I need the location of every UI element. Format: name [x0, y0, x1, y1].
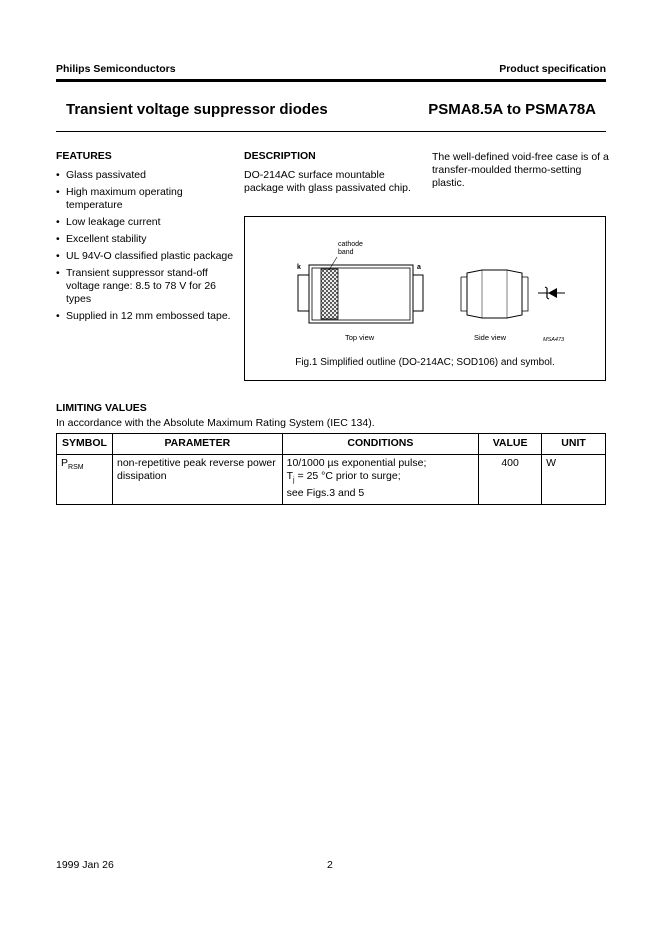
feature-item: • UL 94V-O classified plastic package: [56, 250, 236, 263]
top-view-drawing: [297, 241, 423, 342]
company-name: Philips Semiconductors: [56, 63, 176, 75]
band-label: band: [338, 249, 354, 256]
column-header-value: VALUE: [479, 434, 542, 455]
conditions-cell: [282, 455, 479, 505]
side-view-label: Side view: [474, 333, 507, 342]
table-header-row: [57, 434, 606, 455]
feature-item: • Transient suppressor stand-off voltage range: 8.5 to 78 V for 26 types: [56, 267, 236, 306]
column-header-unit: UNIT: [542, 434, 606, 455]
tj-subscript: j: [293, 477, 295, 485]
feature-item: • Glass passivated: [56, 169, 236, 182]
condition-line: 10/1000 µs exponential pulse;: [286, 457, 427, 469]
column-header-parameter: PARAMETER: [112, 434, 282, 455]
features-section: [56, 150, 236, 327]
value-cell: 400: [479, 455, 542, 505]
table-row: [57, 455, 606, 505]
side-view-drawing: [461, 270, 528, 342]
tj-main: T: [286, 470, 294, 482]
cathode-label: cathode: [338, 241, 363, 248]
symbol-main: P: [61, 457, 69, 469]
description-text: DO-214AC surface mountable package with glass passivated chip.: [244, 169, 411, 194]
diode-symbol-icon: [538, 287, 565, 299]
page-number: 2: [327, 859, 333, 871]
figure-caption: Fig.1 Simplified outline (DO-214AC; SOD106) and symbol.: [295, 357, 555, 368]
feature-item: • Excellent stability: [56, 233, 236, 246]
unit-cell: W: [542, 455, 606, 505]
column-header-conditions: CONDITIONS: [282, 434, 479, 455]
anode-a-label: a: [417, 264, 421, 271]
limiting-values-subheading: In accordance with the Absolute Maximum Rating System (IEC 134).: [56, 417, 375, 429]
page-title: Transient voltage suppressor diodes: [66, 101, 328, 118]
feature-item: • High maximum operating temperature: [56, 186, 236, 212]
title-divider: [56, 131, 606, 132]
features-list: [56, 169, 236, 323]
cathode-k-label: k: [297, 264, 301, 271]
part-range: PSMA8.5A to PSMA78A: [428, 101, 596, 118]
package-outline-drawing: [245, 217, 605, 380]
parameter-cell: non-repetitive peak reverse power dissipation: [112, 455, 282, 505]
tj-rest: = 25 °C prior to surge;: [294, 470, 401, 482]
document-type: Product specification: [499, 63, 606, 75]
limiting-values-table: [56, 433, 606, 505]
description-text-continued: The well-defined void-free case is of a transfer-moulded thermo-setting plastic.: [432, 151, 609, 189]
top-view-label: Top view: [345, 333, 375, 342]
column-header-symbol: SYMBOL: [57, 434, 113, 455]
condition-line: [287, 470, 475, 487]
description-heading: DESCRIPTION: [244, 150, 316, 162]
header-divider: [56, 79, 606, 82]
condition-line: see Figs.3 and 5: [286, 487, 365, 500]
features-heading: FEATURES: [56, 150, 112, 162]
feature-item: • Supplied in 12 mm embossed tape.: [56, 310, 236, 323]
description-section: [244, 150, 424, 195]
limiting-values-heading: LIMITING VALUES: [56, 402, 147, 414]
symbol-subscript: RSM: [68, 464, 84, 472]
feature-item: • Low leakage current: [56, 216, 236, 229]
footer-date: 1999 Jan 26: [56, 859, 114, 871]
symbol-cell: [57, 455, 113, 505]
figure-code: MSA473: [543, 337, 565, 343]
